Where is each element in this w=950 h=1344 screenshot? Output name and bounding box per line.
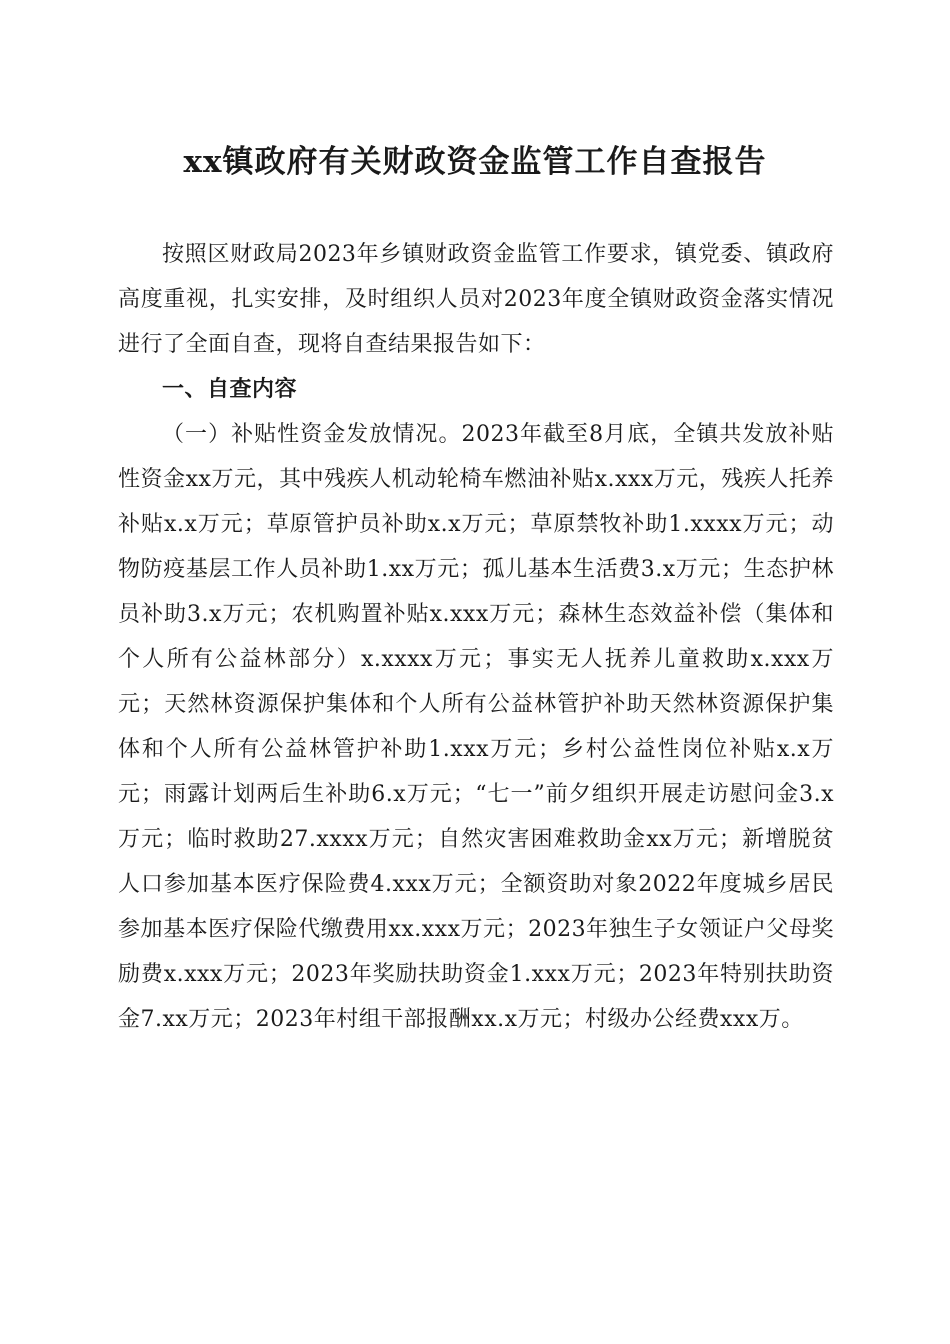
subsidy-paragraph: （一）补贴性资金发放情况。2023年截至8月底，全镇共发放补贴性资金xx万元，其中残疾人机动轮椅车燃油补贴x.xxx万元，残疾人托养补贴x.x万元；草原管护员补助x.x万元；草原禁牧补助1.xxxx万元；动物防疫基层工作人员补助1.xx万元；孤儿基本生活费3.x万元；生态护林员补助3.x万元；农机购置补贴x.xxx万元；森林生态效益补偿（集体和个人所有公益林部分）x.xxxx万元；事实无人抚养儿童救助x.xxx万元；天然林资源保护集体和个人所有公益林管护补助天然林资源保护集体和个人所有公益林管护补助1.xxx万元；乡村公益性岗位补贴x.x万元；雨露计划两后生补助6.x万元；“七一”前夕组织开展走访慰问金3.x万元；临时救助27.xxxx万元；自然灾害困难救助金xx万元；新增脱贫人口参加基本医疗保险费4.xxx万元；全额资助对象2022年度城乡居民参加基本医疗保险代缴费用xx.xxx万元；2023年独生子女领证户父母奖励费x.xxx万元；2023年奖励扶助资金1.xxx万元；2023年特别扶助资金7.xx万元；2023年村组干部报酬xx.x万元；村级办公经费xxx万。 [118, 422, 834, 1032]
intro-paragraph: 按照区财政局2023年乡镇财政资金监管工作要求，镇党委、镇政府高度重视，扎实安排，及时组织人员对2023年度全镇财政资金落实情况进行了全面自查，现将自查结果报告如下： [118, 242, 834, 357]
section-heading: 一、自查内容 [162, 377, 298, 402]
document-body [118, 232, 834, 1042]
document-title: xx镇政府有关财政资金监管工作自查报告 [183, 144, 767, 180]
